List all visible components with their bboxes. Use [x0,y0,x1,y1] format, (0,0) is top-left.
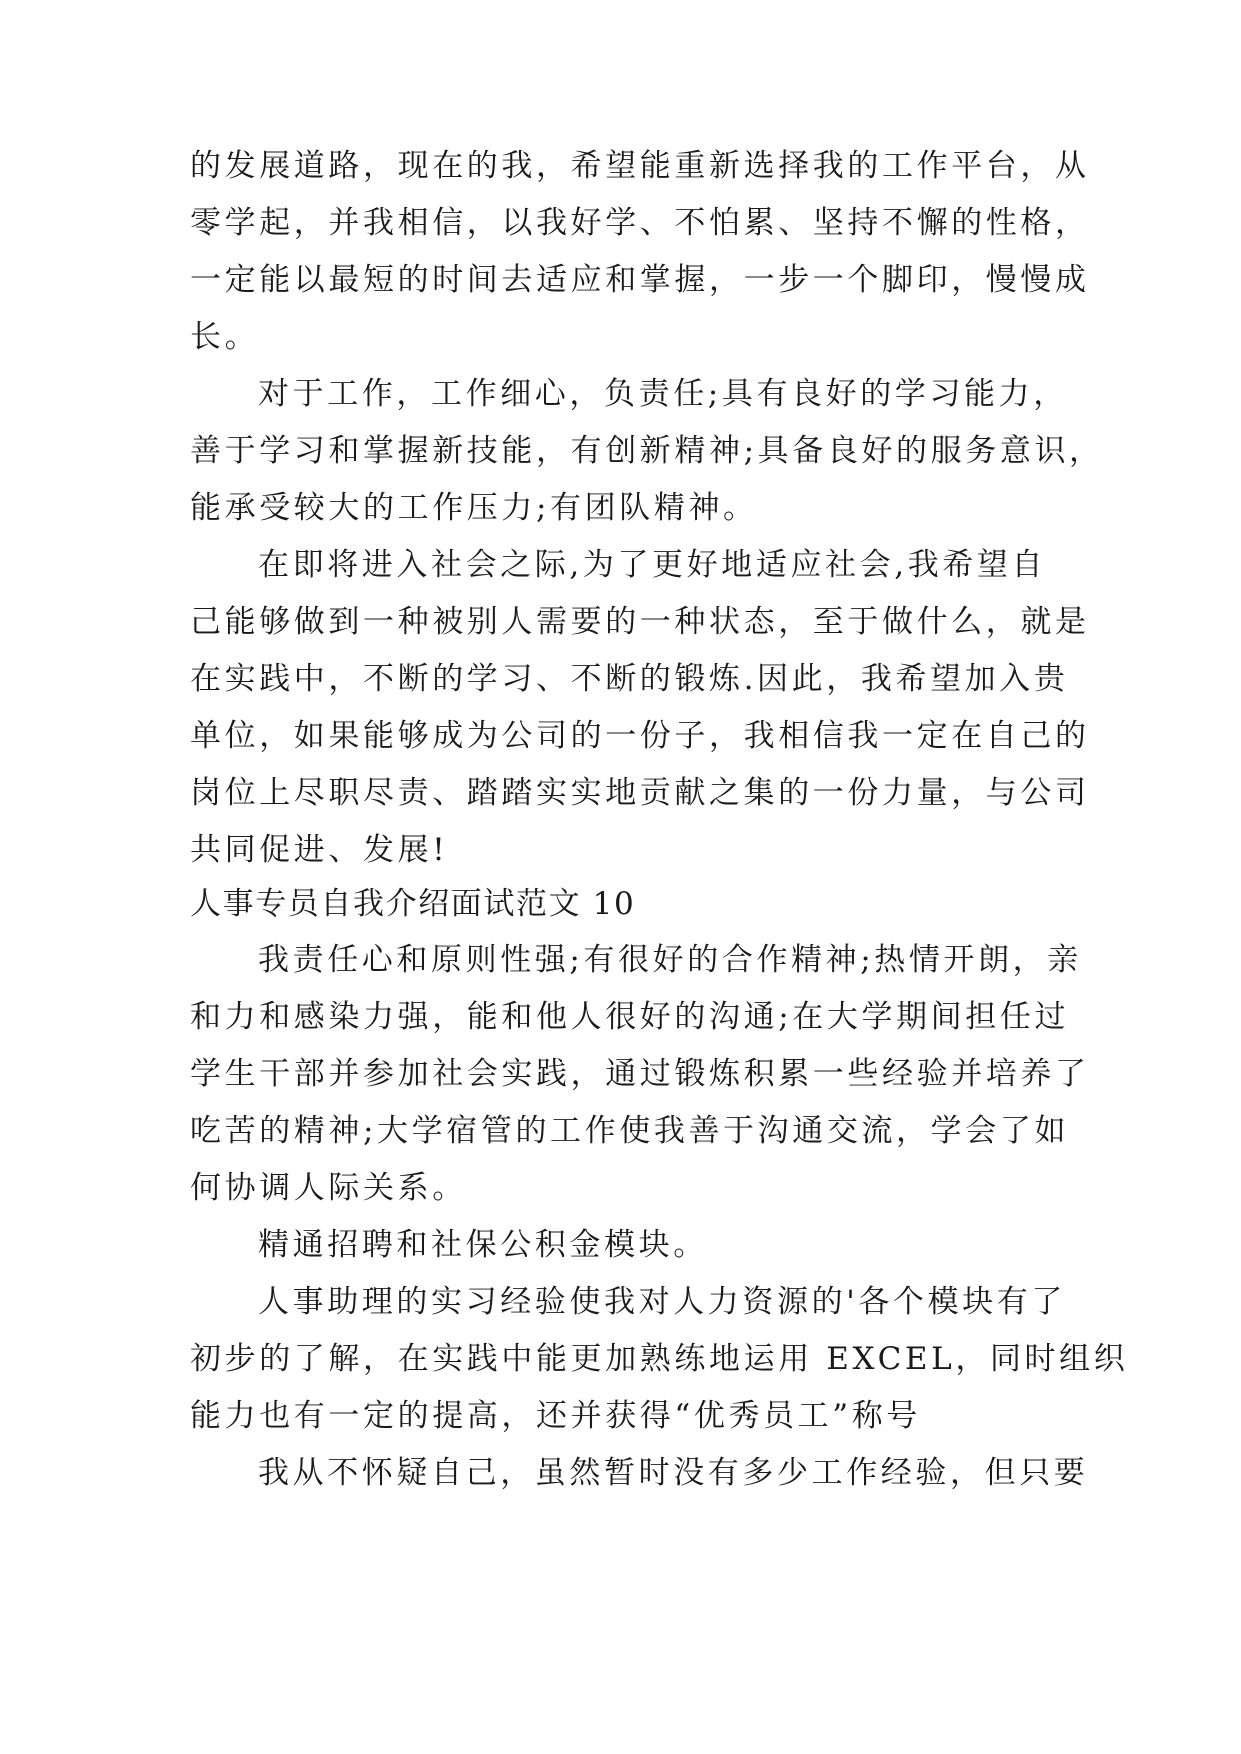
paragraph-5-line-1: 精通招聘和社保公积金模块。 [258,1227,708,1263]
paragraph-1-line-4: 长。 [190,319,260,355]
paragraph-3-line-2: 己能够做到一种被别人需要的一种状态，至于做什么，就是 [190,604,1090,640]
paragraph-1-line-2: 零学起，并我相信，以我好学、不怕累、坚持不懈的性格， [190,205,1090,241]
paragraph-6-line-3: 能力也有一定的提高，还并获得“优秀员工”称号 [190,1398,921,1434]
paragraph-4-line-1: 我责任心和原则性强;有很好的合作精神;热情开朗，亲 [258,942,1082,978]
paragraph-3-line-1: 在即将进入社会之际,为了更好地适应社会,我希望自 [258,547,1047,583]
section-heading: 人事专员自我介绍面试范文 10 [190,886,636,922]
paragraph-7-line-1: 我从不怀疑自己，虽然暂时没有多少工作经验，但只要 [258,1455,1089,1491]
paragraph-4-line-5: 何协调人际关系。 [190,1170,467,1206]
paragraph-6-line-1: 人事助理的实习经验使我对人力资源的'各个模块有了 [258,1284,1066,1320]
paragraph-2-line-2: 善于学习和掌握新技能，有创新精神;具备良好的服务意识， [190,433,1104,469]
paragraph-3-line-3: 在实践中，不断的学习、不断的锻炼.因此，我希望加入贵 [190,661,1069,697]
paragraph-3-line-5: 岗位上尽职尽责、踏踏实实地贡献之集的一份力量，与公司 [190,775,1090,811]
paragraph-6-line-2: 初步的了解，在实践中能更加熟练地运用 EXCEL，同时组织 [190,1341,1129,1377]
paragraph-4-line-4: 吃苦的精神;大学宿管的工作使我善于沟通交流，学会了如 [190,1113,1070,1149]
paragraph-3-line-6: 共同促进、发展! [190,832,449,868]
paragraph-2-line-3: 能承受较大的工作压力;有团队精神。 [190,490,758,526]
paragraph-3-line-4: 单位，如果能够成为公司的一份子，我相信我一定在自己的 [190,718,1090,754]
paragraph-1-line-3: 一定能以最短的时间去适应和掌握，一步一个脚印，慢慢成 [190,262,1090,298]
paragraph-2-line-1: 对于工作，工作细心，负责任;具有良好的学习能力， [258,376,1068,412]
paragraph-4-line-3: 学生干部并参加社会实践，通过锻炼积累一些经验并培养了 [190,1056,1090,1092]
paragraph-1-line-1: 的发展道路，现在的我，希望能重新选择我的工作平台，从 [190,148,1090,184]
paragraph-4-line-2: 和力和感染力强，能和他人很好的沟通;在大学期间担任过 [190,999,1070,1035]
